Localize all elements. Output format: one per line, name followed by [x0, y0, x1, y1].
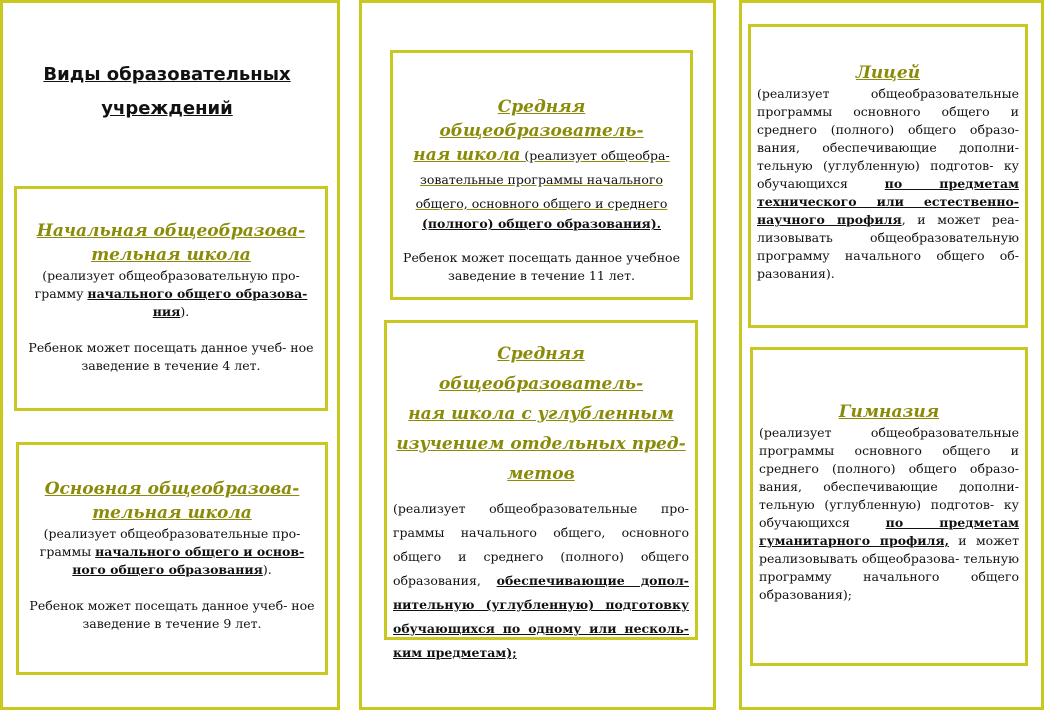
lyceum-description: (реализует общеобразовательные программы основного общего и среднего (полного) общего образо- вания, обеспечивающие дополни- тельную (углубленную) подготов- ку обучающихся по предметам технического или естественно- научного профиля, и может реа- лизовывать общеобразовательную программу начального общего об- разования).: [757, 86, 1019, 281]
primary-school-description: (реализует общеобразовательную про- грамму начального общего образова- ния).: [34, 268, 308, 319]
secondary-school-description: (полного) общего образования).: [421, 216, 661, 231]
primary-school-card: [14, 186, 328, 411]
secondary-school-title: Средняя общеобразователь- ная школа (реализует общеобра- зовательные программы начального общего, основного общего и среднего: [413, 97, 670, 211]
primary-school-title: Начальная общеобразова- тельная школа: [36, 221, 306, 265]
basic-school-duration: Ребенок может посещать данное учеб- ное заведение в течение 9 лет.: [29, 598, 315, 631]
advanced-school-card: [384, 320, 698, 660]
advanced-school-title: Средняя общеобразователь- ная школа с углубленным изучением отдельных пред- метов: [396, 344, 686, 484]
lyceum-title: Лицей: [855, 63, 921, 83]
page-title: Виды образовательных учреждений: [43, 64, 291, 119]
lyceum-card: [748, 24, 1028, 328]
gymnasium-description: (реализует общеобразовательные программы основного общего и среднего (полного) общего образо- вания, обеспечивающие дополни- тельную (углубленную) подготов- ку обучающихся по предметам гуманитарного профиля, и может реализовывать общеобразова- тельную программу начального общего образования);: [759, 425, 1019, 602]
secondary-school-duration: Ребенок может посещать данное учебное заведение в течение 11 лет.: [403, 250, 680, 283]
basic-school-description: (реализует общеобразовательные про- граммы начального общего и основ- ного общего образования).: [39, 526, 305, 577]
primary-school-duration: Ребенок может посещать данное учеб- ное заведение в течение 4 лет.: [28, 340, 314, 373]
basic-school-title: Основная общеобразова- тельная школа: [44, 479, 300, 523]
secondary-school-card: [390, 50, 693, 300]
advanced-school-description: (реализует общеобразовательные про- граммы начального общего, основного общего и среднего (полного) общего образования, обеспечивающие допол- нительную (углубленную) подготовку обучающихся по одному или несколь- ким предметам);: [393, 501, 689, 660]
basic-school-card: [16, 442, 328, 675]
gymnasium-card: [750, 347, 1028, 666]
gymnasium-title: Гимназия: [838, 402, 940, 422]
